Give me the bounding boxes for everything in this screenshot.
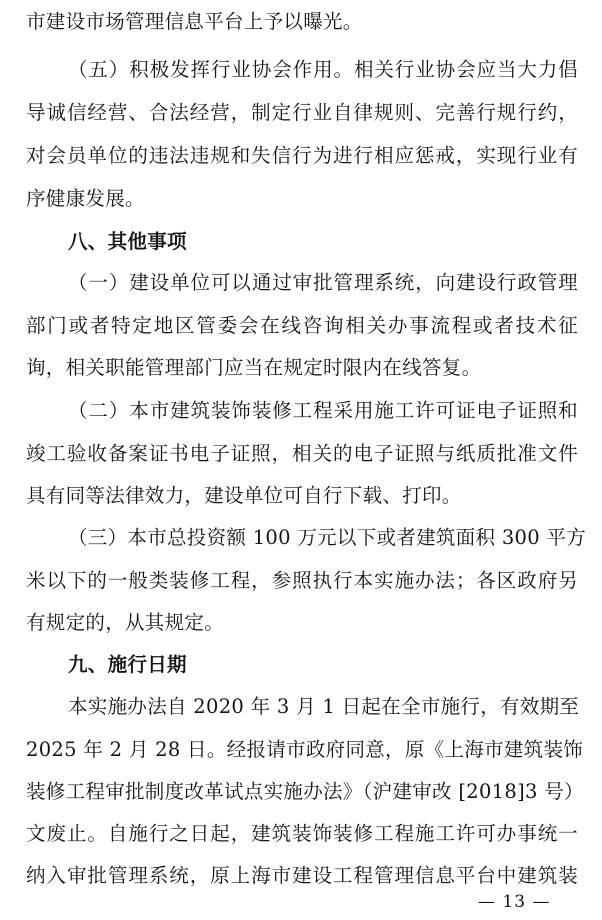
paragraph-line: 本实施办法自 2020 年 3 月 1 日起在全市施行，有效期至: [68, 695, 580, 718]
paragraph-line: （三）本市总投资额 100 万元以下或者建筑面积 300 平方: [68, 526, 587, 549]
paragraph-line: 序健康发展。: [26, 187, 145, 210]
paragraph-line: 装修工程审批制度改革试点实施办法》（沪建审改 [2018]3 号）: [26, 780, 584, 803]
paragraph-line: 部门或者特定地区管委会在线咨询相关办事流程或者技术征: [26, 314, 578, 337]
paragraph-line: （五）积极发挥行业协会作用。相关行业协会应当大力倡: [68, 58, 578, 81]
section-heading: 八、其他事项: [68, 230, 187, 253]
page-number: — 13 —: [478, 892, 551, 912]
paragraph-line: 竣工验收备案证书电子证照，相关的电子证照与纸质批准文件: [26, 442, 578, 465]
paragraph-line: 有规定的，从其规定。: [26, 611, 225, 634]
paragraph-line: 导诚信经营、合法经营，制定行业自律规则、完善行规行约，: [26, 101, 578, 124]
section-heading: 九、施行日期: [68, 653, 187, 676]
paragraph-line: 市建设市场管理信息平台上予以曝光。: [26, 10, 363, 33]
paragraph-line: 具有同等法律效力，建设单位可自行下载、打印。: [26, 484, 462, 507]
paragraph-line: 文废止。自施行之日起，建筑装饰装修工程施工许可办事统一: [26, 822, 578, 845]
paragraph-line: 询，相关职能管理部门应当在规定时限内在线答复。: [26, 356, 482, 379]
paragraph-line: （一）建设单位可以通过审批管理系统，向建设行政管理: [68, 271, 578, 294]
paragraph-line: 2025 年 2 月 28 日。经报请市政府同意，原《上海市建筑装饰: [26, 738, 584, 761]
paragraph-line: 对会员单位的违法违规和失信行为进行相应惩戒，实现行业有: [26, 144, 578, 167]
paragraph-line: 纳入审批管理系统，原上海市建设工程管理信息平台中建筑装: [26, 864, 578, 887]
paragraph-line: （二）本市建筑装饰装修工程采用施工许可证电子证照和: [68, 399, 578, 422]
paragraph-line: 米以下的一般类装修工程，参照执行本实施办法；各区政府另: [26, 569, 578, 592]
